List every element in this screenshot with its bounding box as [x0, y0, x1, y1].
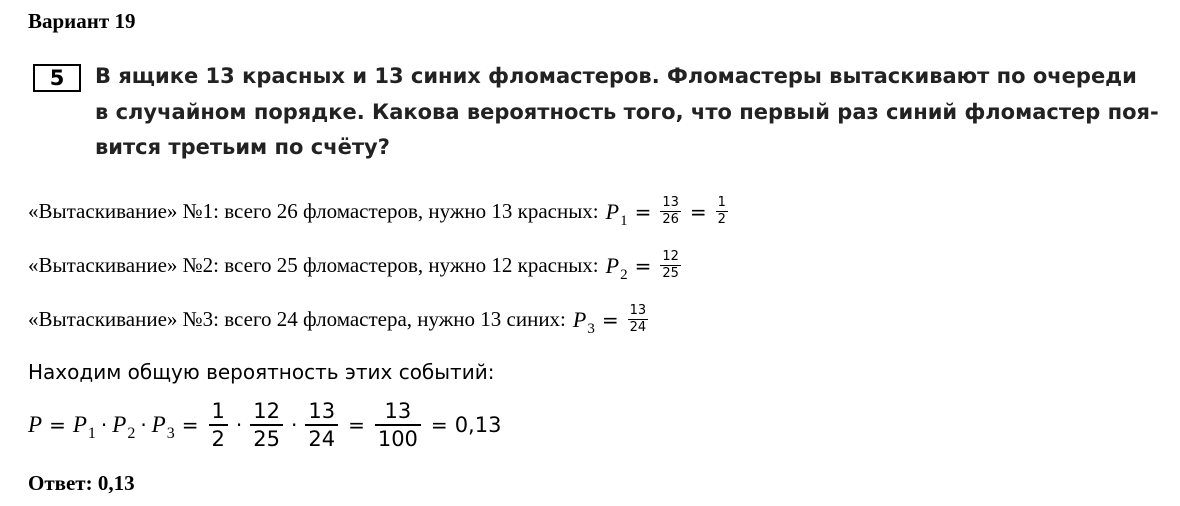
denominator: 25: [253, 426, 280, 451]
total-prob-variable: P: [28, 411, 43, 437]
numerator: 12: [253, 399, 280, 423]
task-text-line-3: вится третьим по счёту?: [95, 135, 390, 159]
numerator: 1: [717, 195, 726, 210]
equals-sign: =: [430, 412, 448, 437]
task-text-line-1: В ящике 13 красных и 13 синих фломастеров. Фломастеры вытаскивают по очереди: [95, 64, 1137, 88]
multiply-dot: ·: [140, 412, 147, 437]
equals-sign: =: [634, 253, 652, 278]
fraction: [660, 195, 681, 228]
final-equation: [28, 398, 501, 452]
numerator: 13: [308, 399, 336, 423]
fraction: [628, 303, 649, 336]
final-result: 0,13: [454, 412, 502, 437]
fraction: [250, 398, 283, 452]
multiply-dot: ·: [100, 412, 108, 437]
numerator: 13: [662, 195, 679, 210]
denominator: 25: [662, 266, 679, 281]
fraction: [209, 398, 228, 452]
prob-p1: $P_1$: [72, 411, 96, 442]
task-text-line-2: в случайном порядке. Какова вероятность того, что первый раз синий фломастер поя-: [95, 100, 1159, 124]
multiply-dot: ·: [290, 412, 298, 437]
equals-sign: =: [689, 199, 707, 224]
equals-sign: =: [49, 412, 66, 437]
numerator: 13: [629, 303, 647, 318]
prob-p3: $P_3$: [151, 411, 175, 442]
fraction: [375, 398, 421, 452]
fraction: [660, 249, 681, 282]
prob-variable: $P_1$: [605, 198, 628, 229]
denominator: 100: [377, 426, 418, 451]
step-text: «Вытаскивание» №2: всего 25 фломастеров, нужно 12 красных:: [28, 253, 599, 277]
prob-p2: $P_2$: [112, 411, 136, 442]
answer-text: Ответ: 0,13: [28, 471, 135, 495]
fraction: [716, 195, 728, 228]
solution-step-3: [28, 303, 650, 336]
solution-step-1: [28, 195, 730, 228]
summary-text: Находим общую вероятность этих событий:: [28, 360, 495, 384]
step-text: «Вытаскивание» №3: всего 24 фломастера, нужно 13 синих:: [28, 307, 566, 331]
numerator: 1: [211, 399, 225, 423]
fraction: [305, 398, 338, 452]
equals-sign: =: [181, 412, 199, 437]
step-text: «Вытаскивание» №1: всего 26 фломастеров, нужно 13 красных:: [28, 199, 599, 223]
prob-variable: $P_3$: [572, 306, 595, 337]
equals-sign: =: [348, 412, 365, 437]
numerator: 13: [384, 399, 412, 423]
solution-step-2: [28, 249, 683, 282]
denominator: 26: [662, 212, 679, 227]
multiply-dot: ·: [235, 412, 243, 437]
denominator: 2: [717, 212, 726, 227]
task-number-badge: 5: [33, 64, 81, 92]
denominator: 24: [308, 426, 336, 451]
denominator: 2: [211, 426, 225, 451]
equals-sign: =: [634, 199, 652, 224]
variant-title: Вариант 19: [28, 9, 136, 33]
equals-sign: =: [601, 307, 619, 332]
prob-variable: $P_2$: [605, 252, 628, 283]
denominator: 24: [629, 320, 647, 335]
numerator: 12: [662, 249, 679, 264]
